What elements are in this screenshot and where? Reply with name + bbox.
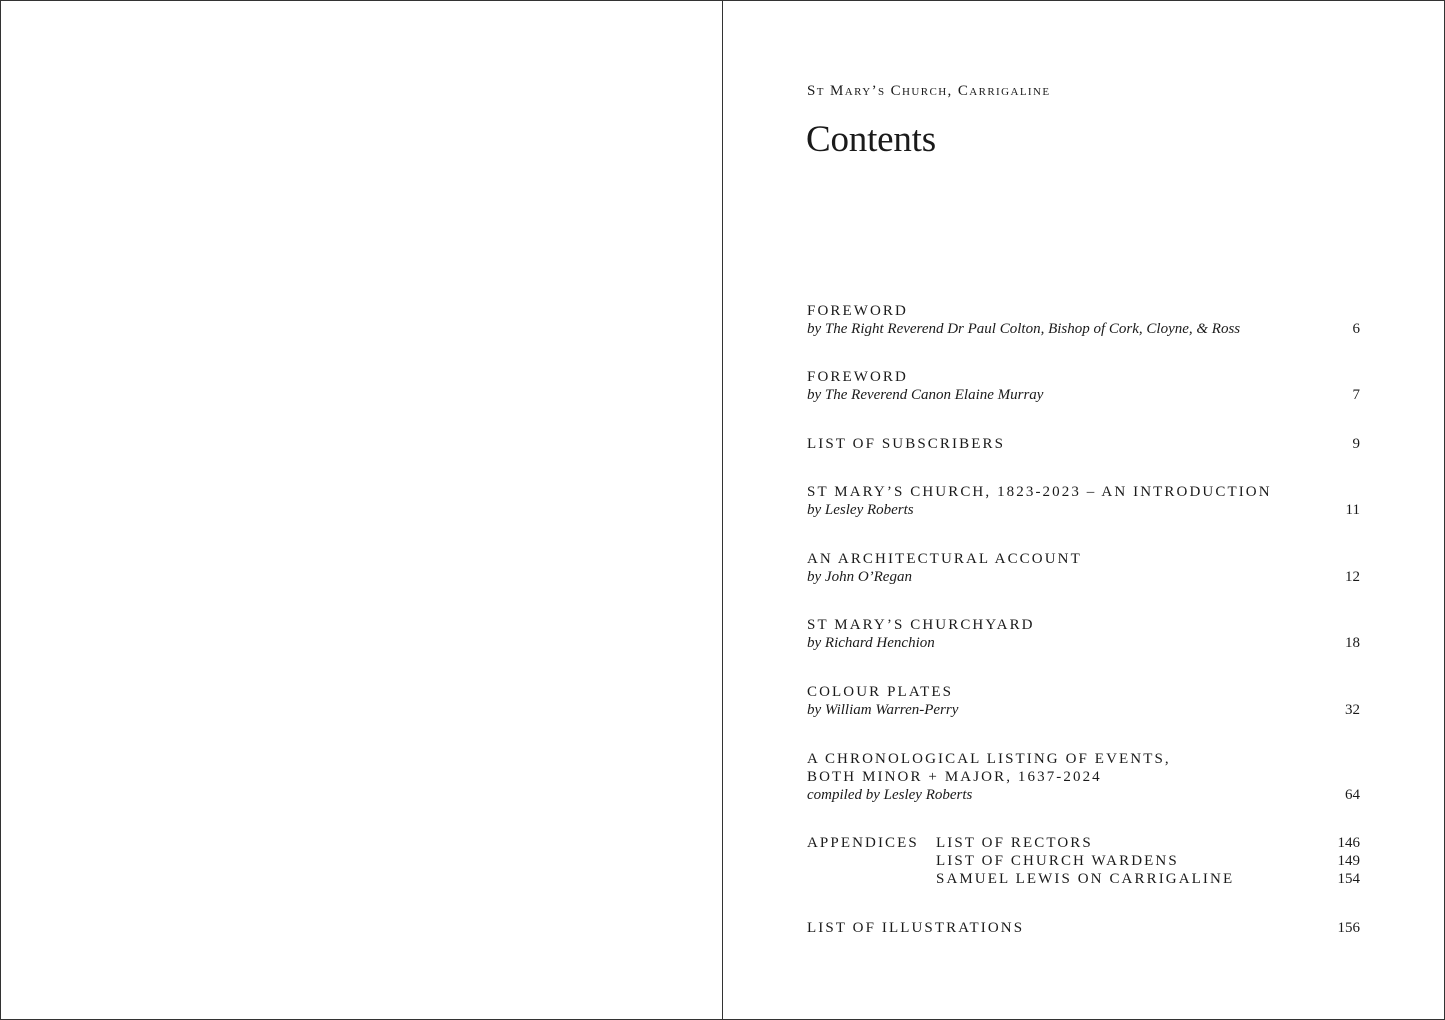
toc-heading: ST MARY’S CHURCH, 1823-2023 – AN INTRODUCTION — [807, 484, 1272, 500]
toc-entry-foreword-canon[interactable] — [807, 368, 1360, 404]
toc-heading: LIST OF SUBSCRIBERS — [807, 436, 1006, 452]
toc-heading: COLOUR PLATES — [807, 684, 954, 700]
toc-page-number: 64 — [1345, 787, 1360, 803]
toc-entry-architectural-account[interactable] — [807, 550, 1360, 586]
toc-page-number: 146 — [1337, 835, 1360, 851]
toc-heading: FOREWORD — [807, 303, 908, 319]
running-head: St Mary’s Church, Carrigaline — [807, 83, 1051, 99]
toc-byline: compiled by Lesley Roberts — [807, 787, 973, 803]
toc-page-number: 149 — [1337, 853, 1360, 869]
toc-heading: ST MARY’S CHURCHYARD — [807, 617, 1035, 633]
toc-heading: AN ARCHITECTURAL ACCOUNT — [807, 551, 1082, 567]
toc-byline: by The Right Reverend Dr Paul Colton, Bishop of Cork, Cloyne, & Ross — [807, 321, 1241, 337]
toc-entry-chronological-listing[interactable] — [807, 750, 1360, 804]
toc-entry-subscribers[interactable] — [807, 435, 1360, 453]
toc-byline: by The Reverend Canon Elaine Murray — [807, 387, 1044, 403]
toc-heading-line-1: A CHRONOLOGICAL LISTING OF EVENTS, — [807, 751, 1171, 767]
toc-heading: FOREWORD — [807, 369, 908, 385]
toc-entry-introduction[interactable] — [807, 483, 1360, 519]
toc-entry-foreword-bishop[interactable] — [807, 302, 1360, 338]
appendix-item-church-wardens[interactable]: LIST OF CHURCH WARDENS — [936, 853, 1179, 869]
toc-page-number: 7 — [1352, 387, 1360, 403]
toc-byline: by Lesley Roberts — [807, 502, 914, 518]
toc-byline: by William Warren-Perry — [807, 702, 959, 718]
toc-entry-colour-plates[interactable] — [807, 683, 1360, 719]
toc-entry-churchyard[interactable] — [807, 616, 1360, 652]
toc-page-number: 156 — [1337, 920, 1360, 936]
toc-page-number: 9 — [1352, 436, 1360, 452]
toc-page-number: 6 — [1352, 321, 1360, 337]
toc-page-number: 12 — [1345, 569, 1360, 585]
appendix-item-samuel-lewis[interactable]: SAMUEL LEWIS ON CARRIGALINE — [936, 871, 1235, 887]
page-title: Contents — [806, 119, 936, 160]
appendix-item-rectors[interactable]: LIST OF RECTORS — [936, 835, 1093, 851]
toc-entry-illustrations[interactable] — [807, 919, 1360, 937]
toc-page-number: 32 — [1345, 702, 1360, 718]
toc-entry-appendices — [807, 834, 1360, 888]
toc-byline: by John O’Regan — [807, 569, 912, 585]
toc-heading: LIST OF ILLUSTRATIONS — [807, 920, 1025, 936]
toc-page-number: 18 — [1345, 635, 1360, 651]
toc-page-number: 11 — [1345, 502, 1360, 518]
toc-page-number: 154 — [1337, 871, 1360, 887]
toc-heading-line-2: BOTH MINOR + MAJOR, 1637-2024 — [807, 769, 1102, 785]
contents-page — [723, 1, 1443, 1019]
left-page-blank — [1, 1, 722, 1019]
toc-byline: by Richard Henchion — [807, 635, 935, 651]
appendices-label: APPENDICES — [807, 835, 919, 851]
